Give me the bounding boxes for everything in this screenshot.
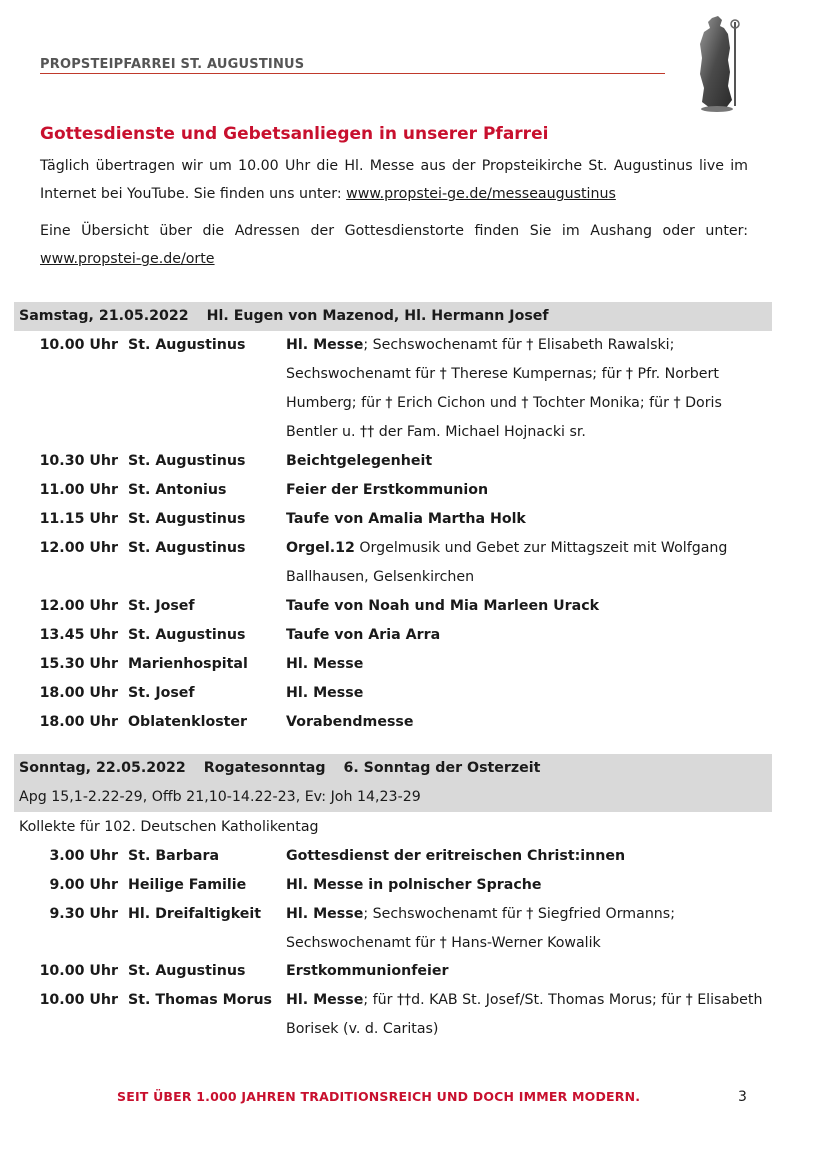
event-detail: Orgelmusik und Gebet zur Mittagszeit mit Wolfgang Ballhausen, Gelsenkirchen: [286, 540, 728, 585]
event-place: St. Augustinus: [128, 337, 246, 353]
event-time: 11.00 Uhr: [39, 482, 118, 498]
event-title: Hl. Messe: [286, 337, 364, 353]
livestream-link[interactable]: www.propstei-ge.de/messeaugustinus: [346, 186, 616, 202]
event-detail: ; Sechswochenamt für † Elisabeth Rawalski; Sechswochenamt für † Therese Kumpernas; für † Pfr. Norbert Humberg; für † Erich Cichon und † Tochter Monika; für † Doris Bentler u. †† der Fam. Michael Hojnacki sr.: [286, 337, 722, 440]
intro-paragraph-1: [40, 152, 748, 208]
event-time: 3.00 Uhr: [49, 848, 118, 864]
saturday-saints: Hl. Eugen von Mazenod, Hl. Hermann Josef: [206, 308, 549, 324]
locations-link[interactable]: www.propstei-ge.de/orte: [40, 251, 215, 267]
event-place: St. Augustinus: [128, 453, 246, 469]
event-description: [286, 650, 766, 679]
page-number: 3: [738, 1089, 747, 1105]
sunday-date: Sonntag, 22.05.2022: [19, 760, 186, 776]
event-place: Marienhospital: [128, 656, 248, 672]
event-time: 9.00 Uhr: [49, 877, 118, 893]
event-time: 12.00 Uhr: [39, 540, 118, 556]
event-place: St. Antonius: [128, 482, 227, 498]
event-title: Orgel.12: [286, 540, 355, 556]
event-description: [286, 986, 766, 1044]
event-description: [286, 900, 766, 958]
event-title: Beichtgelegenheit: [286, 453, 433, 469]
event-place: St. Augustinus: [128, 963, 246, 979]
event-description: [286, 842, 766, 871]
event-place: St. Augustinus: [128, 511, 246, 527]
event-title: Gottesdienst der eritreischen Christ:innen: [286, 848, 626, 864]
event-description: [286, 621, 766, 650]
sunday-header: [14, 754, 772, 812]
event-description: [286, 447, 766, 476]
event-place: St. Barbara: [128, 848, 220, 864]
event-title: Vorabendmesse: [286, 714, 414, 730]
event-title: Taufe von Amalia Martha Holk: [286, 511, 526, 527]
saint-statue-image: [688, 14, 746, 112]
event-description: [286, 592, 766, 621]
event-title: Hl. Messe: [286, 685, 364, 701]
sunday-season: 6. Sonntag der Osterzeit: [343, 760, 541, 776]
event-title: Hl. Messe: [286, 992, 364, 1008]
event-detail: ; für ††d. KAB St. Josef/St. Thomas Morus; für † Elisabeth Borisek (v. d. Caritas): [286, 992, 763, 1037]
intro-paragraph-2: [40, 217, 748, 273]
event-time: 18.00 Uhr: [39, 685, 118, 701]
event-detail: ; Sechswochenamt für † Siegfried Ormanns; Sechswochenamt für † Hans-Werner Kowalik: [286, 906, 675, 951]
event-title: Erstkommunionfeier: [286, 963, 449, 979]
saturday-header: [14, 302, 772, 331]
event-place: St. Thomas Morus: [128, 992, 273, 1008]
intro-text-1: Täglich übertragen wir um 10.00 Uhr die Hl. Messe aus der Propsteikirche St. Augustinus live im Internet bei YouTube. Sie finden uns unter:: [40, 158, 748, 202]
event-place: Oblatenkloster: [128, 714, 248, 730]
event-description: [286, 476, 766, 505]
event-description: [286, 679, 766, 708]
event-description: [286, 957, 766, 986]
saturday-date: Samstag, 21.05.2022: [19, 308, 189, 324]
event-time: 9.30 Uhr: [49, 906, 118, 922]
event-title: Taufe von Aria Arra: [286, 627, 441, 643]
event-time: 12.00 Uhr: [39, 598, 118, 614]
event-title: Hl. Messe: [286, 906, 364, 922]
event-place: St. Augustinus: [128, 540, 246, 556]
event-title: Feier der Erstkommunion: [286, 482, 489, 498]
event-place: Heilige Familie: [128, 877, 247, 893]
event-time: 10.30 Uhr: [39, 453, 118, 469]
parish-header: PROPSTEIPFARREI ST. AUGUSTINUS: [40, 57, 665, 74]
event-time: 10.00 Uhr: [39, 963, 118, 979]
event-title: Taufe von Noah und Mia Marleen Urack: [286, 598, 600, 614]
page-title: Gottesdienste und Gebetsanliegen in unserer Pfarrei: [40, 124, 549, 144]
event-description: [286, 331, 766, 447]
event-description: [286, 505, 766, 534]
event-place: St. Augustinus: [128, 627, 246, 643]
event-time: 10.00 Uhr: [39, 337, 118, 353]
footer-slogan: SEIT ÜBER 1.000 JAHREN TRADITIONSREICH UND DOCH IMMER MODERN.: [117, 1089, 641, 1104]
event-description: [286, 708, 766, 737]
event-description: [286, 871, 766, 900]
event-time: 18.00 Uhr: [39, 714, 118, 730]
event-title: Hl. Messe in polnischer Sprache: [286, 877, 542, 893]
event-time: 10.00 Uhr: [39, 992, 118, 1008]
event-place: St. Josef: [128, 685, 195, 701]
intro-text-2: Eine Übersicht über die Adressen der Gottesdienstorte finden Sie im Aushang oder unter:: [40, 223, 748, 239]
event-description: [286, 534, 766, 592]
event-place: St. Josef: [128, 598, 195, 614]
event-title: Hl. Messe: [286, 656, 364, 672]
event-time: 13.45 Uhr: [39, 627, 118, 643]
event-place: Hl. Dreifaltigkeit: [128, 906, 262, 922]
sunday-name: Rogatesonntag: [203, 760, 326, 776]
collection-note: Kollekte für 102. Deutschen Katholikentag: [19, 819, 319, 835]
event-time: 11.15 Uhr: [39, 511, 118, 527]
event-time: 15.30 Uhr: [39, 656, 118, 672]
sunday-readings: Apg 15,1-2.22-29, Offb 21,10-14.22-23, Ev: Joh 14,23-29: [19, 789, 421, 805]
